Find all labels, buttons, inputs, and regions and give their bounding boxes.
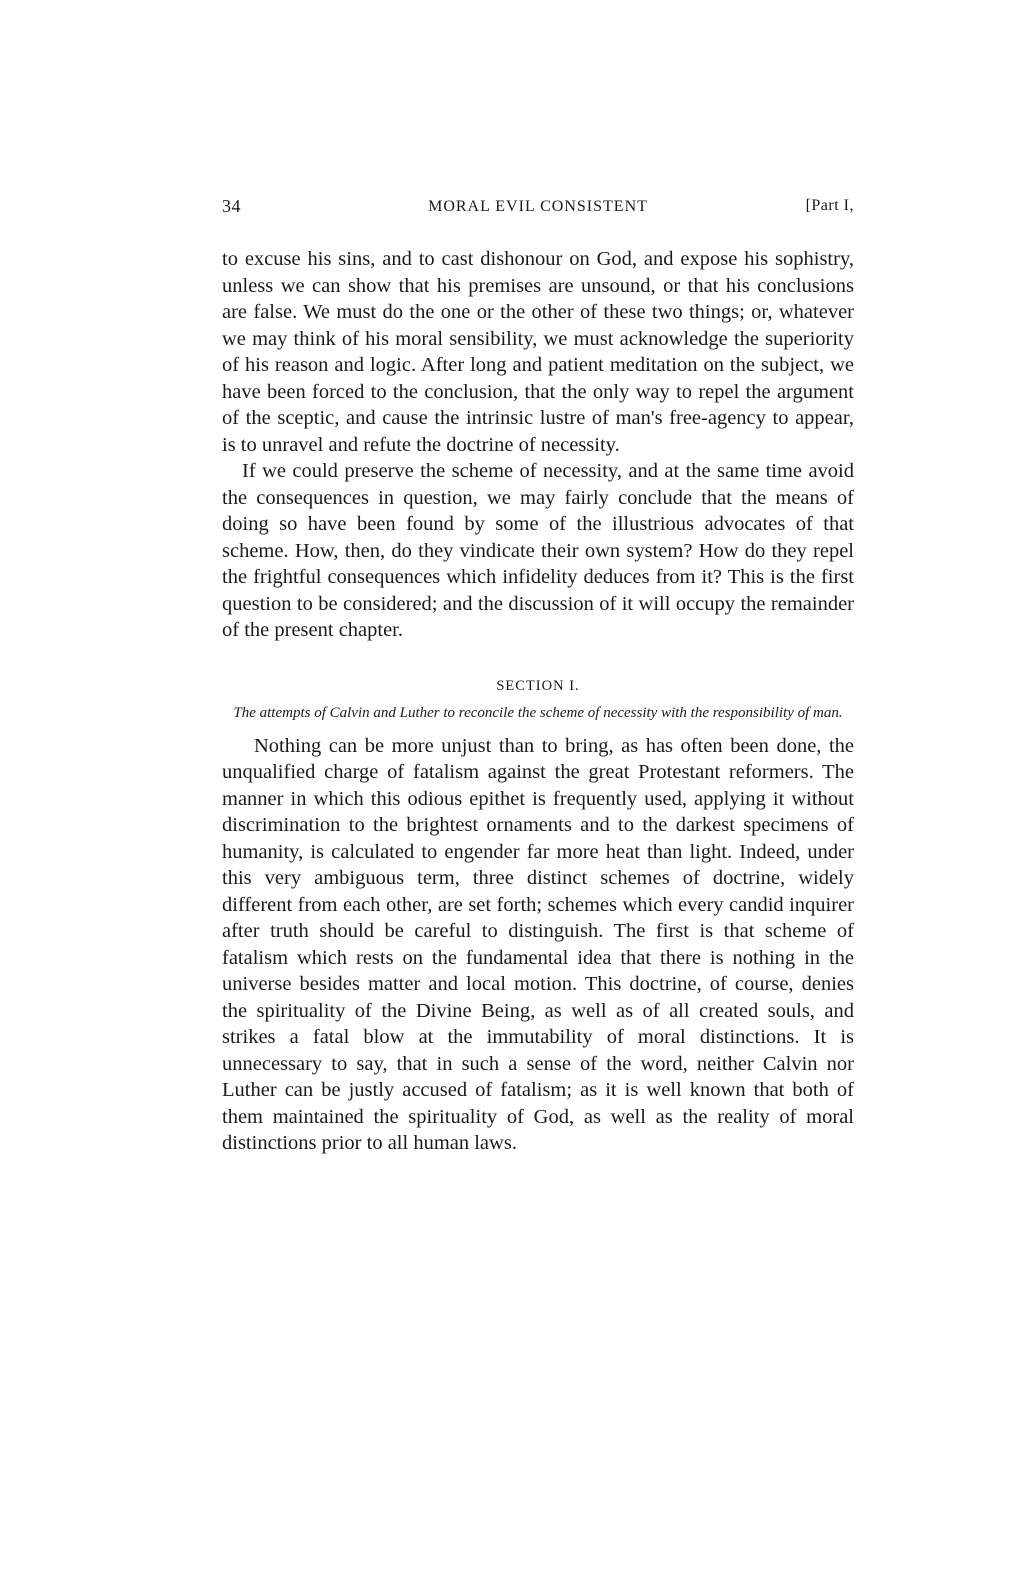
running-title: MORAL EVIL CONSISTENT bbox=[428, 198, 648, 215]
section-heading: SECTION I. bbox=[496, 677, 580, 694]
running-head bbox=[222, 196, 854, 218]
section-body bbox=[222, 733, 854, 1157]
page-number: 34 bbox=[222, 196, 241, 216]
book-page bbox=[222, 196, 854, 1157]
paragraph-continuation: to excuse his sins, and to cast dishonour on God, and expose his sophistry, unless we can show that his premises are unsound, or that his conclusions are false. We must do the one or the other of these two things; or, whatever we may think of his moral sensibility, we must acknowledge the superiority of his reason and logic. After long and patient meditation on the subject, we have been forced to the conclusion, that the only way to repel the argument of the sceptic, and cause the intrinsic lustre of man's free-agency to appear, is to unravel and refute the doctrine of necessity. bbox=[222, 248, 854, 456]
section-subtitle: The attempts of Calvin and Luther to reconcile the scheme of necessity with the responsibility of man. bbox=[233, 704, 843, 721]
paragraph-necessity: If we could preserve the scheme of necessity, and at the same time avoid the consequences in question, we may fairly conclude that the means of doing so have been found by some of the illustrious advocates of that scheme. How, then, do they vindicate their own system? How do they repel the frightful consequences which infidelity deduces from it? This is the first question to be considered; and the discussion of it will occupy the remainder of the present chapter. bbox=[222, 460, 854, 641]
part-label: [Part I, bbox=[805, 197, 854, 214]
paragraph-fatalism: Nothing can be more unjust than to bring, as has often been done, the unqualified charge of fatalism against the great Protestant reformers. The manner in which this odious epithet is frequently used, applying it without discrimination to the brightest ornaments and to the darkest specimens of humanity, is calculated to engender far more heat than light. Indeed, under this very ambiguous term, three distinct schemes of doctrine, widely different from each other, are set forth; schemes which every candid inquirer after truth should be careful to distinguish. The first is that scheme of fatalism which rests on the fundamental idea that there is nothing in the universe besides matter and local motion. This doctrine, of course, denies the spirituality of the Divine Being, as well as of all created souls, and strikes a fatal blow at the immutability of moral distinctions. It is unnecessary to say, that in such a sense of the word, neither Calvin nor Luther can be justly accused of fatalism; as it is well known that both of them maintained the spirituality of God, as well as the reality of moral distinctions prior to all human laws. bbox=[222, 734, 854, 1154]
body-text bbox=[222, 246, 854, 644]
